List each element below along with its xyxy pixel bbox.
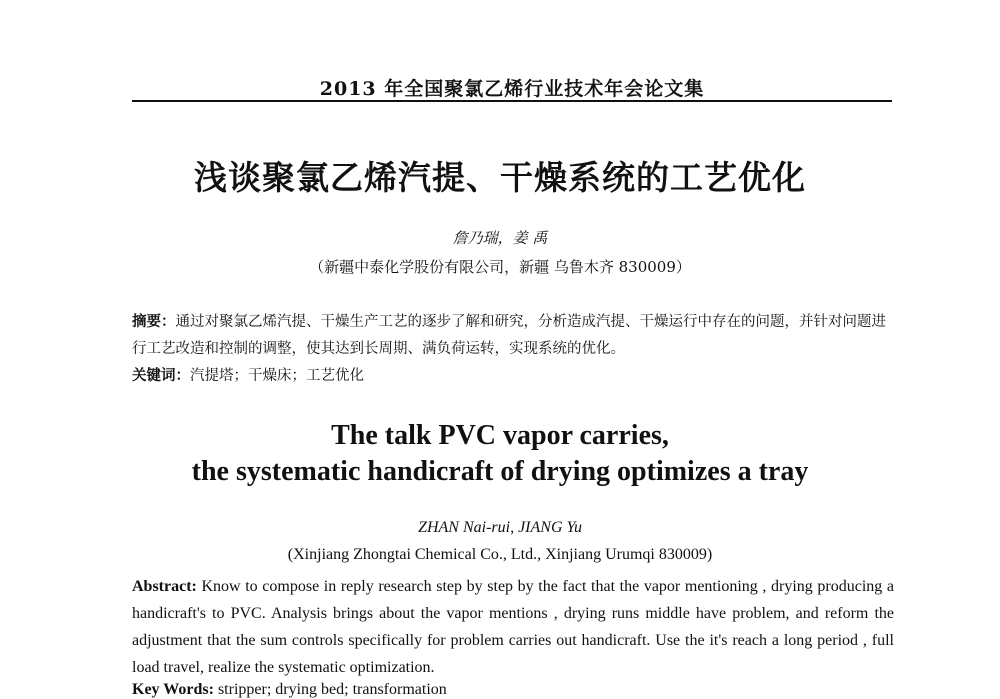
paper-title-en-line2: the systematic handicraft of drying optimizes a tray [191, 456, 809, 487]
running-head: 2013 年全国聚氯乙烯行业技术年会论文集 [319, 78, 705, 100]
keywords-en-label: Key Words: [132, 681, 214, 698]
abstract-cn [132, 309, 894, 363]
abstract-cn-label: 摘要： [132, 314, 176, 330]
abstract-cn-text: 通过对聚氯乙烯汽提、干燥生产工艺的逐步了解和研究，分析造成汽提、干燥运行中存在的问题，并针对问题进行工艺改造和控制的调整，使其达到长周期、满负荷运转，实现系统的优化。 [132, 314, 886, 357]
keywords-en-text: stripper; drying bed; transformation [213, 681, 447, 698]
affiliation-en: (Xinjiang Zhongtai Chemical Co., Ltd., Xinjiang Urumqi 830009) [287, 546, 713, 563]
keywords-cn-label: 关键词： [132, 368, 190, 384]
paper-title-en-line1: The talk PVC vapor carries, [331, 420, 669, 451]
paper-title-cn: 浅谈聚氯乙烯汽提、干燥系统的工艺优化 [194, 158, 806, 197]
keywords-en [132, 681, 894, 699]
abstract-en-text: Know to compose in reply research step by step by the fact that the vapor mentioning , drying producing a handicraft's to PVC. Analysis brings about the vapor mentions , drying runs middle have problem, and reform the adjustment that the sum controls specifically for problem carries out handicraft. Use the it's reach a long period , full load travel, realize the systematic optimization. [132, 578, 894, 676]
authors-en: ZHAN Nai-rui, JIANG Yu [418, 519, 582, 536]
abstract-en [132, 573, 894, 681]
keywords-cn-text: 汽提塔；干燥床；工艺优化 [190, 368, 364, 384]
header-rule [132, 100, 892, 102]
keywords-cn [132, 364, 894, 385]
authors-cn: 詹乃瑞，姜 禹 [452, 229, 548, 247]
paper-title-en [0, 418, 1000, 490]
abstract-en-label: Abstract: [132, 578, 197, 595]
affiliation-cn: （新疆中泰化学股份有限公司，新疆 乌鲁木齐 830009） [309, 258, 691, 276]
